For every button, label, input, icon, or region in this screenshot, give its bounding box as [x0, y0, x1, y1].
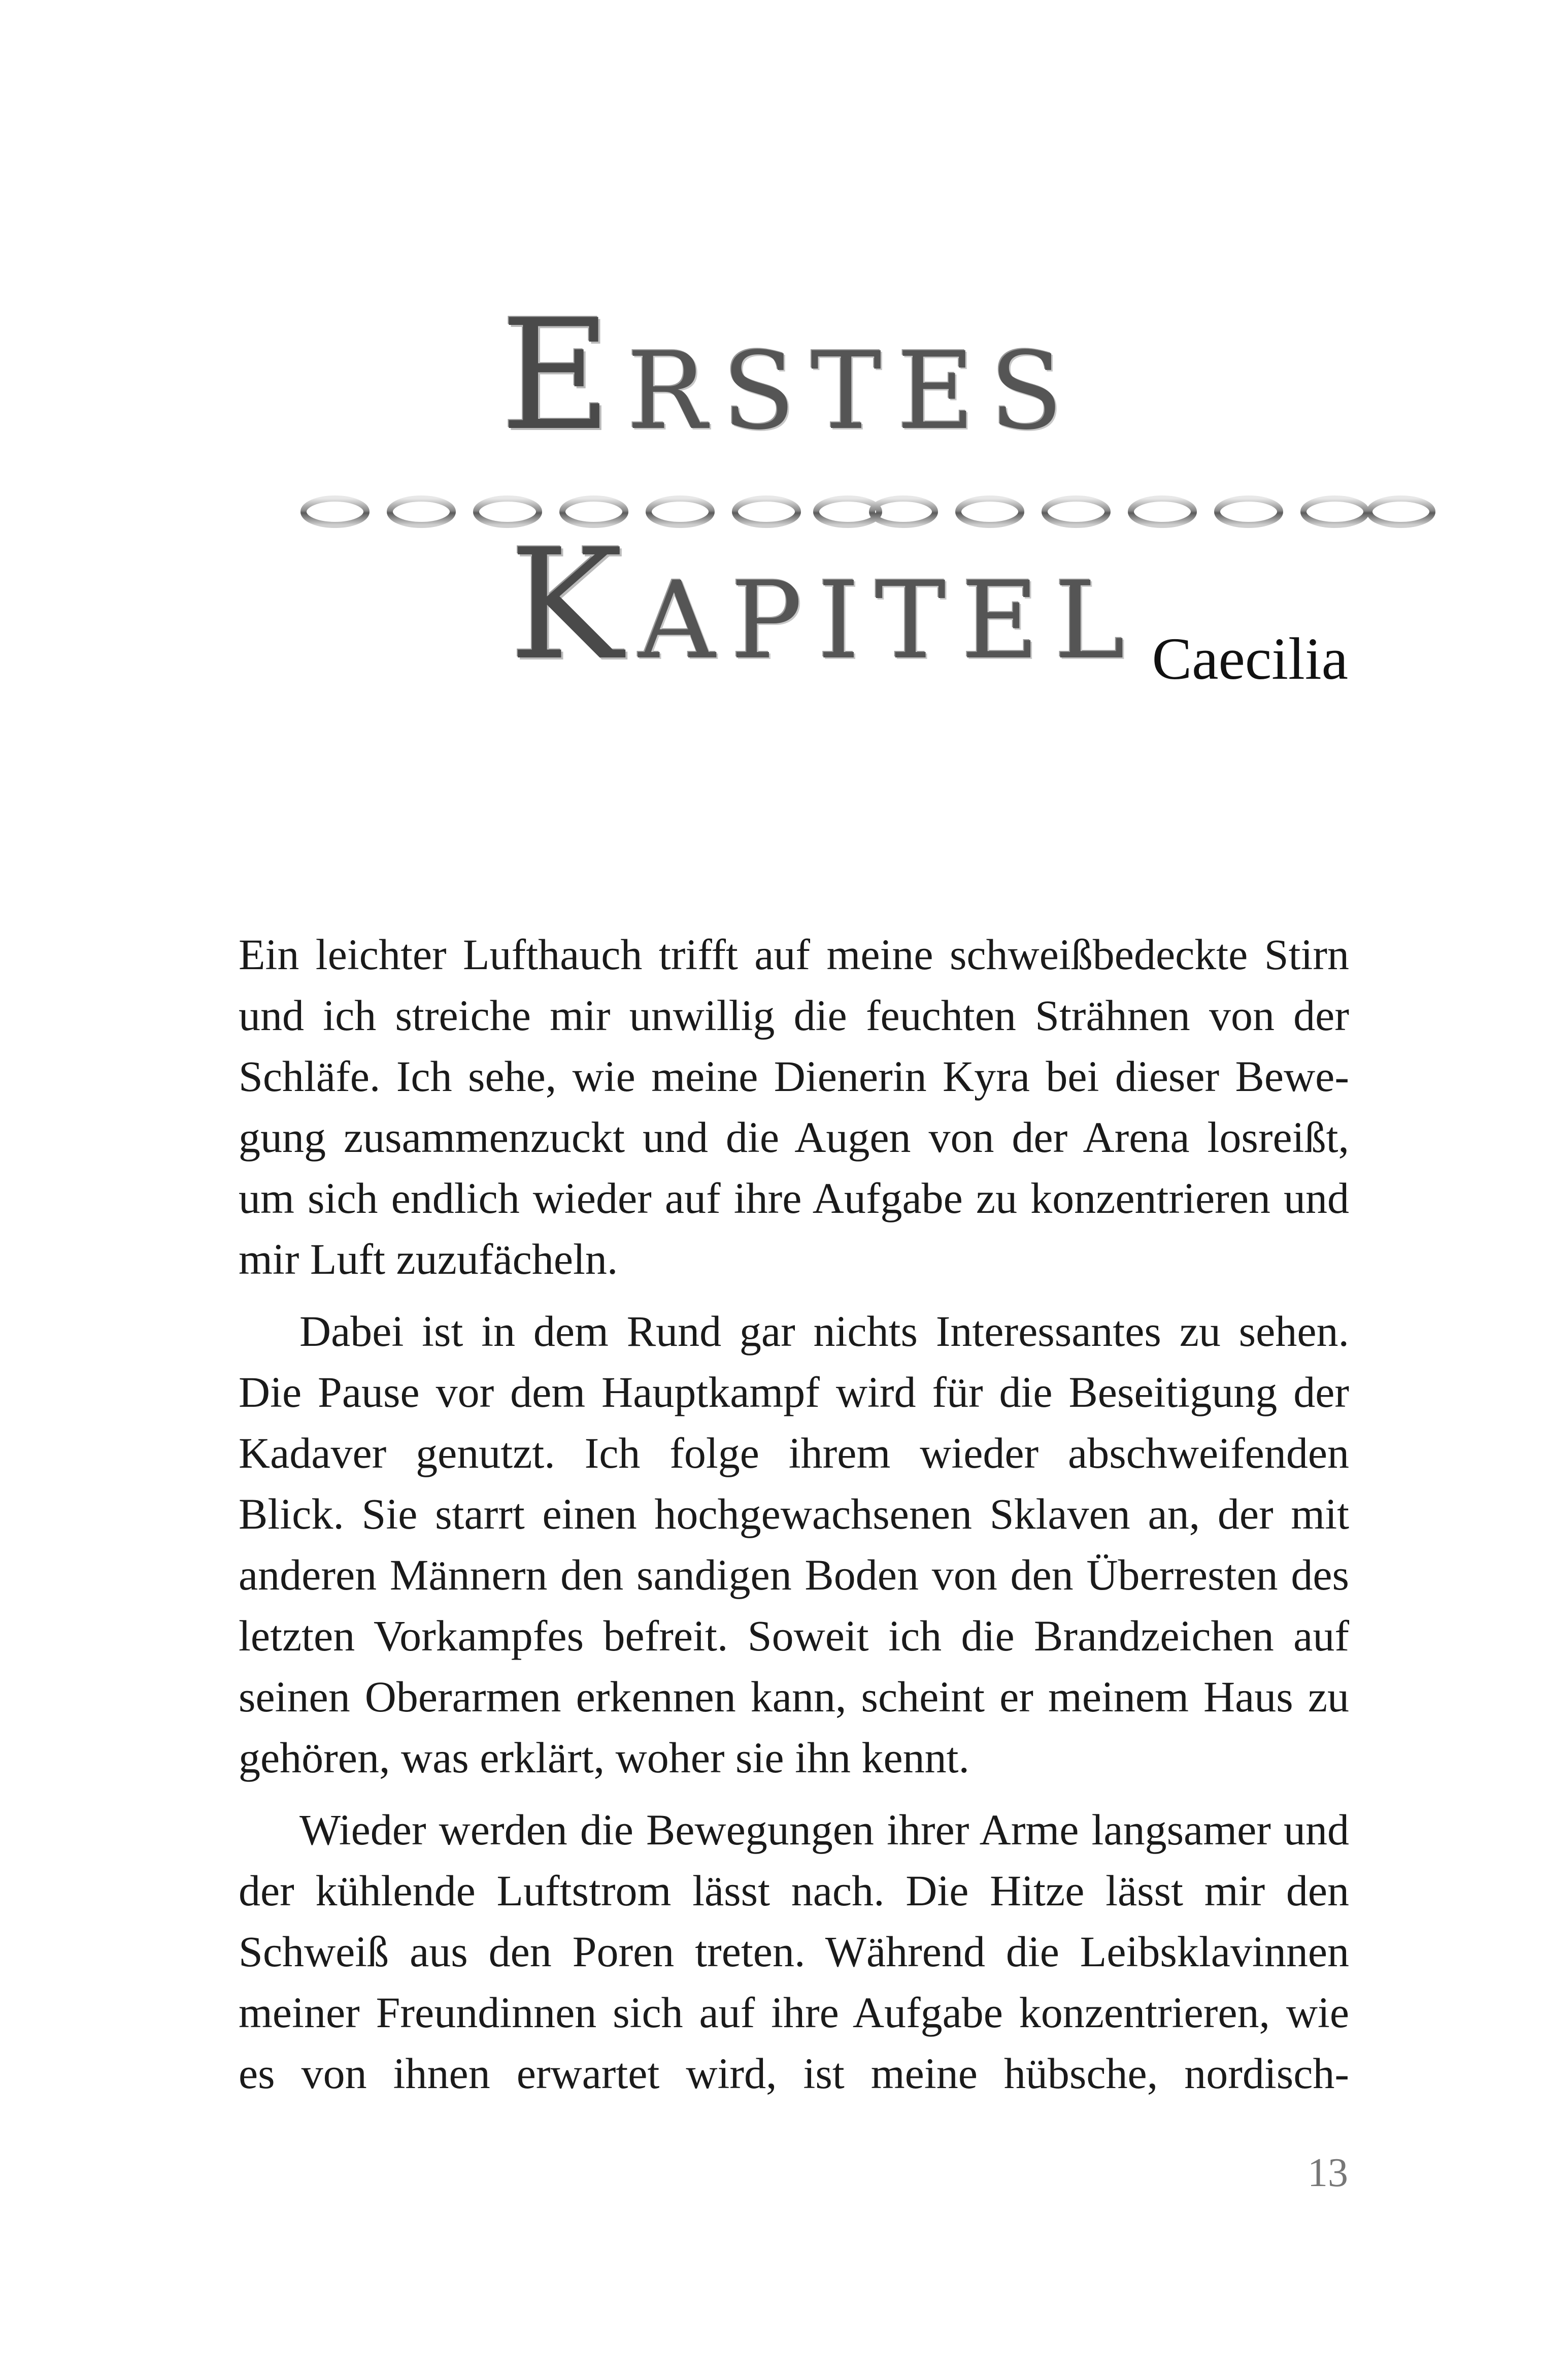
- body-text: [239, 924, 1349, 2104]
- paragraph: Dabei ist in dem Rund gar nichts Interessantes zu sehen. Die Pause vor dem Hauptkampf wird für die Beseitigung der Kadaver genutzt. Ich folge ihrem wieder abschweifenden Blick. Sie starrt einen hochgewachsenen Sklaven an, der mit anderen Männern den sandigen Boden von den Überresten des letzten Vorkampfes befreit. Soweit ich die Brandzeichen auf seinen Oberarmen erkennen kann, scheint er meinem Haus zu gehören, was erklärt, woher sie ihn kennt.: [239, 1307, 1349, 1782]
- chain-link: [735, 499, 798, 525]
- chain-link: [390, 499, 453, 525]
- chain-link: [958, 499, 1021, 525]
- chain-link: [562, 499, 625, 525]
- chain-link: [649, 499, 712, 525]
- chapter-title-word-1: ERSTES: [500, 287, 1079, 464]
- paragraph: Wieder werden die Bewegungen ihrer Arme langsamer und der kühlende Luftstrom lässt nach. Die Hitze lässt mir den Schweiß aus den Poren treten. Während die Leibsklavinnen meiner Freundinnen sich auf ihre Aufgabe konzentrieren, wie es von ihnen erwartet wird, ist meine hübsche, nordisch-: [239, 1805, 1349, 2098]
- chapter-subtitle: Caecilia: [1152, 625, 1348, 692]
- paragraph: Ein leichter Lufthauch trifft auf meine schweißbedeckte Stirn und ich streiche mir unwillig die feuchten Strähnen von der Schläfe. Ich sehe, wie meine Dienerin Kyra bei dieser Bewegung zusammenzuckt und die Augen von der Arena losreißt, um sich endlich wieder auf ihre Aufgabe zu konzentrieren und mir Luft zuzufächeln.: [239, 930, 1349, 1283]
- chain-link: [1131, 499, 1194, 525]
- chain-link: [476, 499, 539, 525]
- page-number: 13: [1308, 2151, 1348, 2195]
- chain-link: [1369, 499, 1432, 525]
- chain-divider-ornament: [239, 491, 1442, 532]
- chain-link: [304, 499, 366, 525]
- chain-link: [1303, 499, 1366, 525]
- chapter-title-word-2: KAPITEL: [509, 516, 1141, 693]
- chain-link: [1217, 499, 1280, 525]
- chain-link: [1045, 499, 1108, 525]
